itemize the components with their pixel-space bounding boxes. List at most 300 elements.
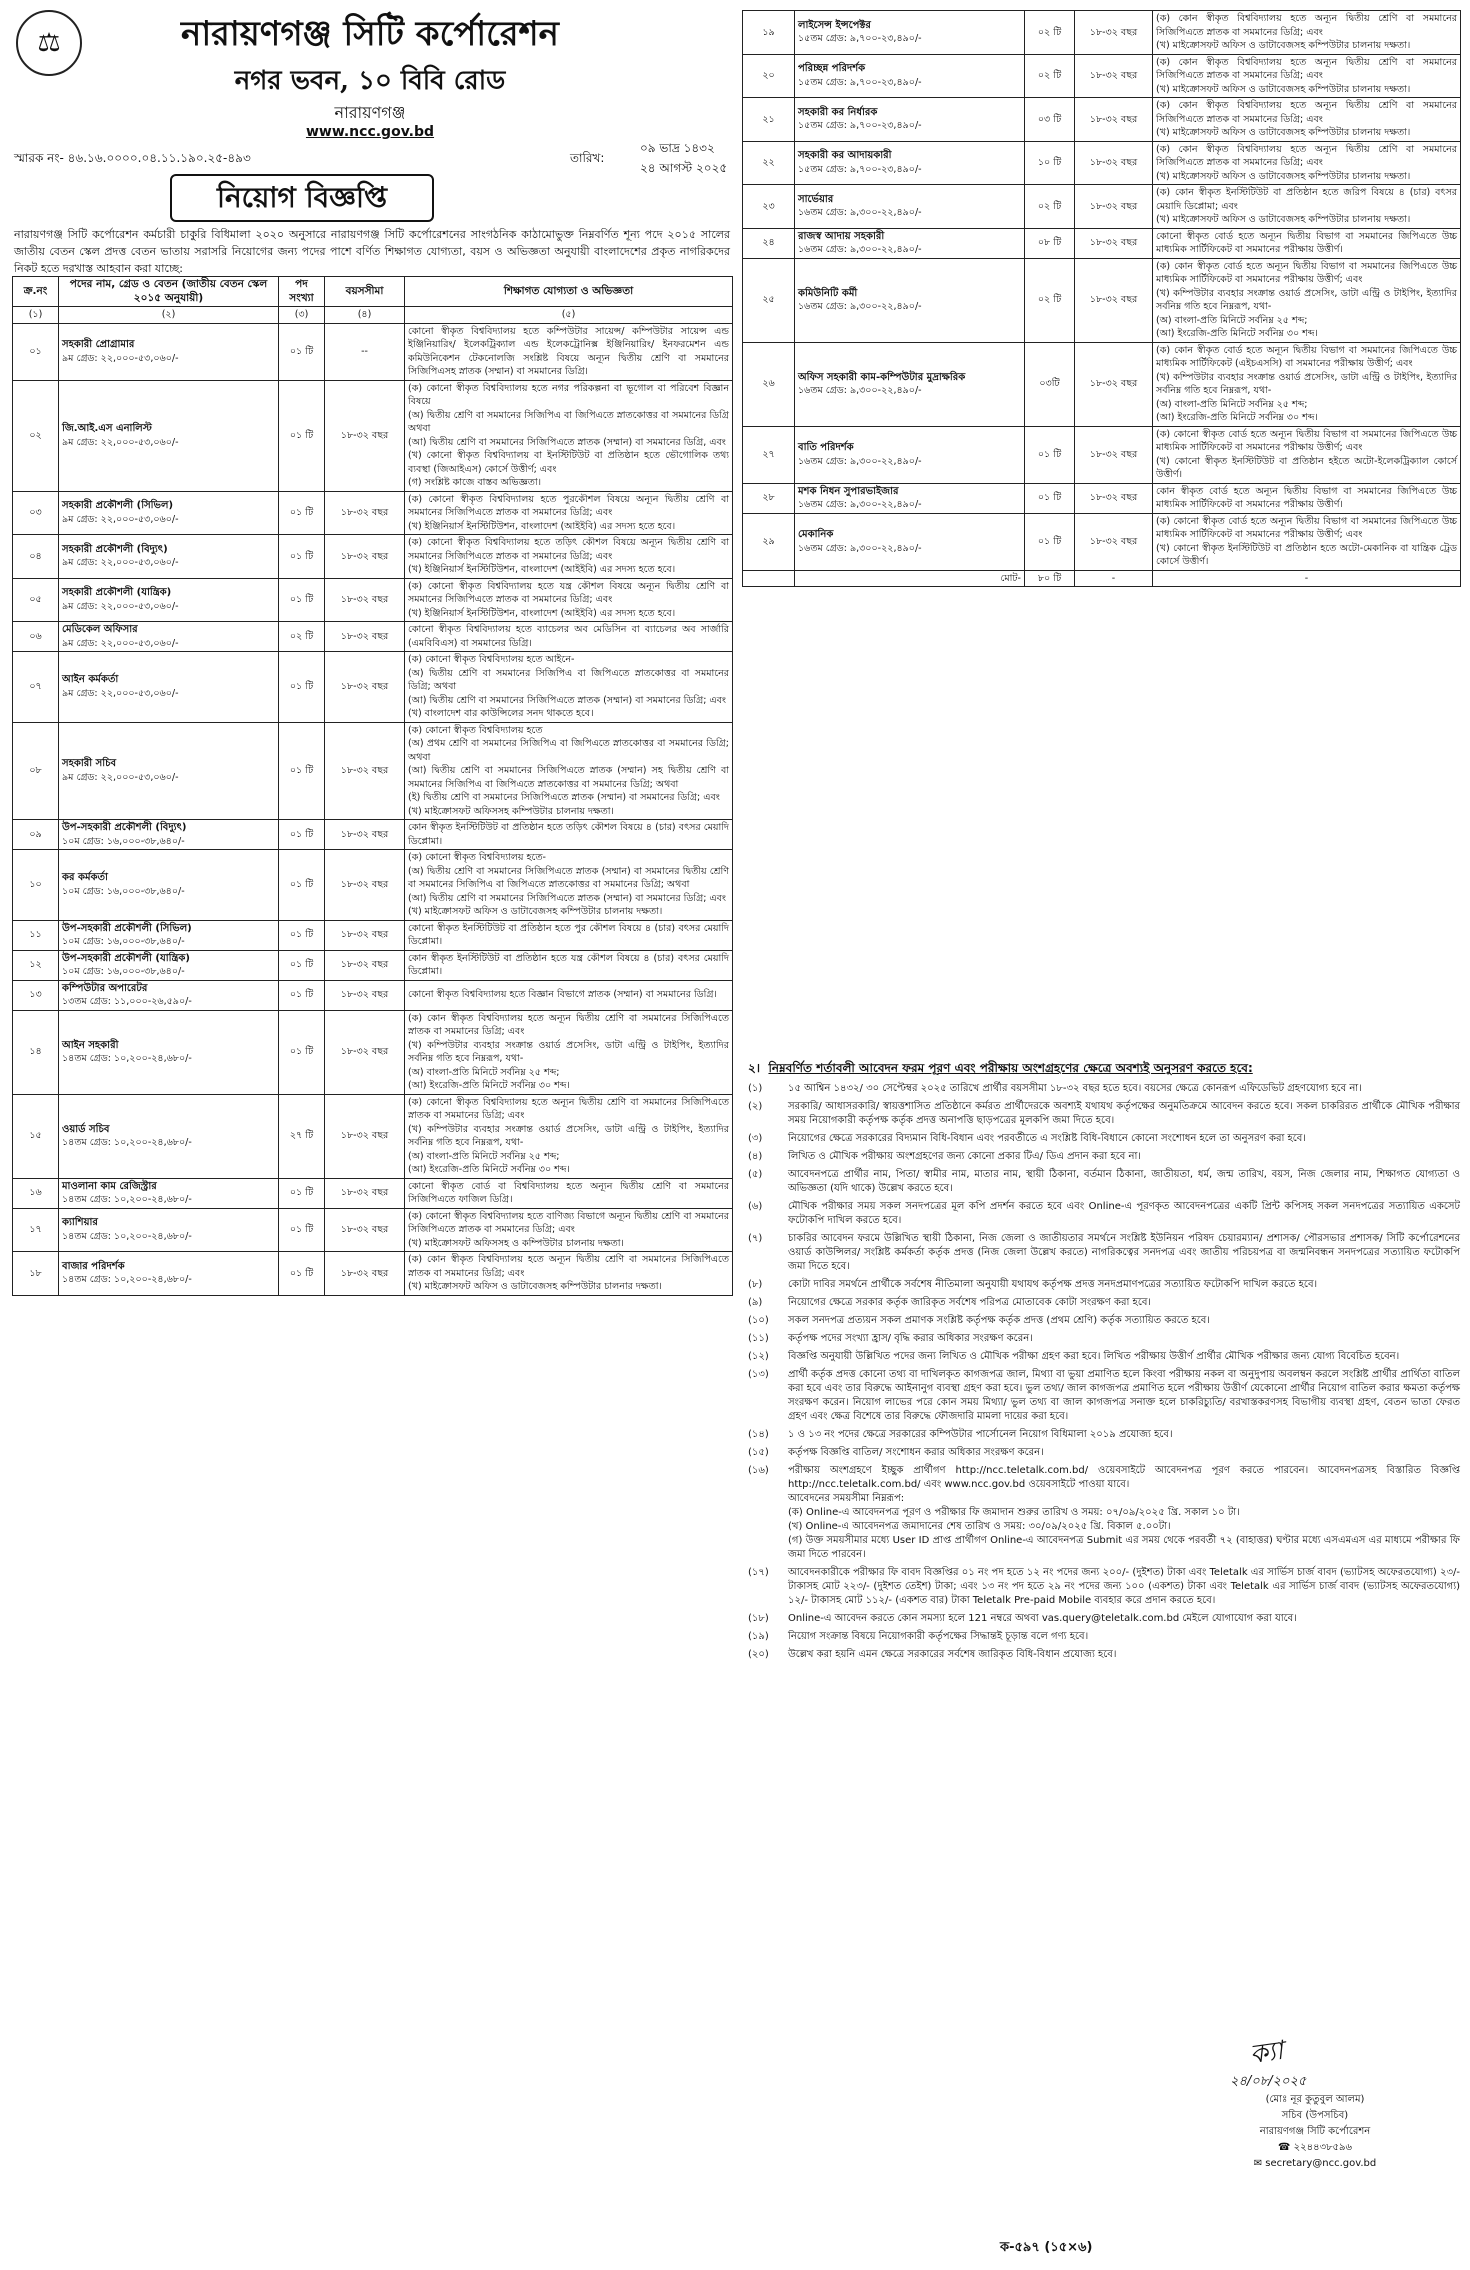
post-grade: ১৬তম গ্রেড: ৯,৩০০-২২,৪৯০/- (798, 207, 922, 219)
post-grade: ১০ম গ্রেড: ১৬,০০০-৩৮,৬৪০/- (62, 885, 185, 897)
row-qualification: কোনো স্বীকৃত বোর্ড বা বিশ্ববিদ্যালয় হতে অন্যূন দ্বিতীয় শ্রেণি বা সমমানের সিজিপিএতে ফাজিল ডিগ্রি। (405, 1178, 733, 1208)
print-code: ক-৫৯৭ (১৫×৬) (1000, 2240, 1093, 2255)
post-grade: ১৬তম গ্রেড: ৯,৩০০-২২,৪৯০/- (798, 244, 922, 255)
header-sl: ক্র.নং (13, 277, 59, 307)
term-item (748, 1428, 1460, 1442)
signatory-name: (মোঃ নূর কুতুবুল আলম) (1265, 2094, 1365, 2105)
post-name: বাজার পরিদর্শক (62, 1260, 125, 1272)
total-dash: - (1075, 570, 1153, 587)
header-post: পদের নাম, গ্রেড ও বেতন (জাতীয় বেতন স্কেল ২০১৫ অনুযায়ী) (59, 277, 279, 307)
table-row (743, 513, 1461, 570)
terms-heading (748, 1060, 1253, 1080)
date-bengali: ০৯ ভাদ্র ১৪৩২ (640, 141, 715, 155)
post-grade: ৯ম গ্রেড: ২২,০০০-৫৩,০৬০/- (62, 436, 179, 448)
row-count: ০১ টি (279, 1010, 325, 1094)
row-post (59, 652, 279, 723)
table-row (13, 622, 733, 652)
term-text: নিয়োগের ক্ষেত্রে সরকার কর্তৃক জারিকৃত সর্বশেষ পরিপত্র মোতাবেক কোটা সংরক্ষণ করা হবে। (788, 1297, 1151, 1308)
term-number: (৬) (748, 1201, 763, 1212)
row-qualification: (ক) কোনো স্বীকৃত বিশ্ববিদ্যালয় হতে আইনে- (অ) দ্বিতীয় শ্রেণি বা সমমানের সিজিপিএ বা জিপিএতে স্নাতকোত্তর বা সমমানের ডিগ্রি; অথবা (আ) দ্বিতীয় শ্রেণি বা সমমানের সিজিপিএতে স্নাতক (সম্মান) বা সমমানের ডিগ্রি; এবং (খ) বাংলাদেশ বার কাউন্সিলের সনদ থাকতে হবে। (405, 652, 733, 723)
header-age: বয়সসীমা (325, 277, 405, 307)
row-post (59, 1208, 279, 1252)
terms-heading-text: নিম্নবর্ণিত শর্তাবলী আবেদন ফরম পূরণ এবং পরীক্ষায় অংশগ্রহণের ক্ষেত্রে অবশ্যই অনুসরণ করতে হবে: (768, 1061, 1253, 1075)
post-grade: ১৫তম গ্রেড: ৯,৭০০-২৩,৪৯০/- (798, 120, 922, 132)
row-sl: ০৫ (13, 578, 59, 622)
row-count: ২৭ টি (279, 1094, 325, 1178)
table-row (743, 426, 1461, 483)
term-item (748, 1464, 1460, 1562)
signatory-designation: সচিব (উপসচিব) (1281, 2110, 1349, 2121)
term-item (748, 1150, 1460, 1164)
post-grade: ১৪তম গ্রেড: ১০,২০০-২৪,৬৮০/- (62, 1230, 192, 1242)
row-sl: ১৯ (743, 11, 795, 55)
row-age: ১৮-৩২ বছর (1075, 228, 1153, 258)
row-count: ০২ টি (279, 622, 325, 652)
row-post (59, 323, 279, 380)
term-text: কর্তৃপক্ষ বিজ্ঞপ্তি বাতিল/ সংশোধন করার অধিকার সংরক্ষণ করেন। (788, 1447, 1044, 1458)
total-row (743, 570, 1461, 587)
row-count: ০১ টি (279, 820, 325, 850)
post-name: উপ-সহকারী প্রকৌশলী (যান্ত্রিক) (62, 952, 190, 964)
post-name: সহকারী সচিব (62, 758, 117, 770)
row-sl: ২৯ (743, 513, 795, 570)
row-age: ১৮-৩২ বছর (325, 980, 405, 1010)
row-age: ১৮-৩২ বছর (325, 535, 405, 579)
term-text: লিখিত ও মৌখিক পরীক্ষায় অংশগ্রহণের জন্য কোনো প্রকার টিএ/ ডিএ প্রদান করা হবে না। (788, 1151, 1141, 1162)
table-row (13, 1094, 733, 1178)
term-number: (১৫) (748, 1447, 769, 1458)
row-post (795, 185, 1025, 229)
term-text: চাকরির আবেদন ফরমে উল্লিখিত স্থায়ী ঠিকানা, নিজ জেলা ও জাতীয়তার সমর্থনে সংশ্লিষ্ট ইউনিয়ন পরিষদ চেয়ারম্যান/ প্রশাসক/ পৌরসভার প্রশাসক/ সিটি কর্পোরেশনের ওয়ার্ড কাউন্সিলর/ সংশ্লিষ্ট কর্মকর্তা কর্তৃক প্রদত্ত (নিজ জেলা উল্লেখ করতে) নাগরিকত্বের সনদপত্র এবং জাতীয় পরিচয়পত্র বা জন্মনিবন্ধন সনদপত্রের সত্যায়িত ফটোকপি জমা দিতে হবে। (788, 1233, 1460, 1272)
post-grade: ১৪তম গ্রেড: ১০,২০০-২৪,৬৮০/- (62, 1137, 192, 1148)
row-post (795, 342, 1025, 426)
row-sl: ২২ (743, 141, 795, 185)
page-title: নিয়োগ বিজ্ঞপ্তি (170, 174, 434, 222)
table-row (743, 98, 1461, 142)
row-qualification: (ক) কোনো স্বীকৃত বিশ্ববিদ্যালয় হতে (অ) প্রথম শ্রেণি বা সমমানের সিজিপিএ বা জিপিএতে স্নাতকোত্তর বা সমমানের ডিগ্রি; অথবা (আ) দ্বিতীয় শ্রেণি বা সমমানের সিজিপিএতে স্নাতক (সম্মান) সহ দ্বিতীয় শ্রেণি বা সমমানের সিজিপিএ বা জিপিএতে স্নাতকোত্তর বা সমমানের ডিগ্রি; অথবা (ই) দ্বিতীয় শ্রেণি বা সমমানের সিজিপিএতে স্নাতক (সম্মান) বা সমমানের ডিগ্রি; এবং (খ) মাইক্রোসফট অফিসসহ কম্পিউটার চালনায় দক্ষতা। (405, 722, 733, 820)
row-count: ০১ টি (279, 722, 325, 820)
row-qualification: (ক) কোনো স্বীকৃত বিশ্ববিদ্যালয় হতে যন্ত্র কৌশল বিষয়ে অন্যূন দ্বিতীয় শ্রেণি বা সমমানের সিজিপিএতে স্নাতক বা সমমানের ডিগ্রি; এবং (খ) ইঞ্জিনিয়ার্স ইনস্টিটিউশন, বাংলাদেশ (আইইবি) এর সদস্য হতে হবে। (405, 578, 733, 622)
row-post (59, 491, 279, 535)
row-sl: ০১ (13, 323, 59, 380)
row-age: -- (325, 323, 405, 380)
row-qualification: (ক) কোন স্বীকৃত বিশ্ববিদ্যালয় হতে অন্যূন দ্বিতীয় শ্রেণি বা সমমানের সিজিপিএতে স্নাতক বা সমমানের ডিগ্রি; এবং (খ) মাইক্রোসফট অফিস ও ডাটাবেজসহ কম্পিউটার চালনায় দক্ষতা। (1153, 98, 1461, 142)
row-qualification: (ক) কোন স্বীকৃত বিশ্ববিদ্যালয় হতে অন্যূন দ্বিতীয় শ্রেণি বা সমমানের সিজিপিএতে স্নাতক বা সমমানের ডিগ্রি; এবং (খ) মাইক্রোসফট অফিস ও ডাটাবেজসহ কম্পিউটার চালনার দক্ষতা। (405, 1252, 733, 1296)
total-count: ৮০ টি (1025, 570, 1075, 587)
row-count: ০১ টি (279, 1252, 325, 1296)
post-name: মেডিকেল অফিসার (62, 624, 138, 635)
row-qualification: কোন স্বীকৃত ইনস্টিটিউট বা প্রতিষ্ঠান হতে তড়িৎ কৌশল বিষয়ে ৪ (চার) বৎসর মেয়াদি ডিপ্লোমা। (405, 820, 733, 850)
row-post (59, 380, 279, 491)
table-row (13, 850, 733, 921)
term-item (748, 1296, 1460, 1310)
post-name: সহকারী প্রকৌশলী (সিভিল) (62, 500, 174, 512)
term-number: (২) (748, 1101, 763, 1112)
post-name: সহকারী প্রোগ্রামার (62, 339, 135, 350)
row-qualification: (ক) কোনো স্বীকৃত বিশ্ববিদ্যালয় হতে নগর পরিকল্পনা বা ভূগোল বা পরিবেশ বিজ্ঞান বিষয়ে (অ) দ্বিতীয় শ্রেণি বা সমমানের সিজিপিএ বা জিপিএতে স্নাতকোত্তর বা সমমানের ডিগ্রি অথবা (আ) দ্বিতীয় শ্রেণি বা সমমানের সিজিপিএতে স্নাতক (সম্মান) বা সমমানের ডিগ্রি, এবং (খ) কোনো স্বীকৃত বিশ্ববিদ্যালয় বা ইনস্টিটিউট বা প্রতিষ্ঠান হতে ভৌগোলিক তথ্য ব্যবস্থা (জিআইএস) কোর্সে উত্তীর্ণ; এবং (গ) সংশ্লিষ্ট কাজে বাস্তব অভিজ্ঞতা। (405, 380, 733, 491)
post-grade: ১৪তম গ্রেড: ১০,২০০-২৪,৬৮০/- (62, 1274, 192, 1286)
row-qualification: কোনো স্বীকৃত বিশ্ববিদ্যালয় হতে কম্পিউটার সায়েন্স/ কম্পিউটার সায়েন্স এন্ড ইঞ্জিনিয়ারিং/ ইলেকট্রিক্যাল এন্ড ইলেকট্রোনিক্স ইঞ্জিনিয়ারিং/ ইনফরমেশন এন্ড কমিউনিকেশন টেকনোলজি সংশ্লিষ্ট বিষয়ে অন্যূন দ্বিতীয় শ্রেণি বা সমমানের সিজিপিএসহ স্নাতক (সম্মান) বা সমমানের ডিগ্রি। (405, 323, 733, 380)
row-post (795, 483, 1025, 513)
row-age: ১৮-৩২ বছর (325, 652, 405, 723)
term-item (748, 1332, 1460, 1346)
row-age: ১৮-৩২ বছর (325, 1094, 405, 1178)
col-number: (২) (59, 307, 279, 324)
row-count: ০১ টি (279, 380, 325, 491)
post-grade: ১৬তম গ্রেড: ৯,৩০০-২২,৪৯০/- (798, 385, 922, 396)
posts-table-left (12, 276, 733, 1296)
row-count: ১০ টি (1025, 141, 1075, 185)
post-grade: ১৫তম গ্রেড: ৯,৭০০-২৩,৪৯০/- (798, 76, 922, 88)
row-age: ১৮-৩২ বছর (1075, 258, 1153, 342)
row-sl: ১৭ (13, 1208, 59, 1252)
term-item (748, 1168, 1460, 1196)
intro-paragraph: নারায়ণগঞ্জ সিটি কর্পোরেশন কর্মচারী চাকুরি বিধিমালা ২০২০ অনুসারে নারায়ণগঞ্জ সিটি কর্পোরেশনের সাংগঠনিক কাঠামোভুক্ত নিম্নবর্ণিত শূন্য পদে ২০১৫ সালের জাতীয় বেতন স্কেল প্রদত্ত বেতন ভাতায় সরাসরি নিয়োগের জন্য পদের পাশে বর্ণিত শিক্ষাগত যোগ্যতা, বয়স ও অভিজ্ঞতা অনুযায়ী বাংলাদেশের প্রকৃত নাগরিকদের নিকট হতে দরখাস্ত আহবান করা যাচ্ছে: (14, 228, 730, 275)
row-post (59, 722, 279, 820)
post-name: মশক নিধন সুপারভাইজার (798, 485, 899, 497)
post-name: সহকারী প্রকৌশলী (যান্ত্রিক) (62, 587, 172, 599)
row-count: ০১ টি (1025, 426, 1075, 483)
table-row (743, 141, 1461, 185)
term-item (748, 1446, 1460, 1460)
row-age: ১৮-৩২ বছর (1075, 98, 1153, 142)
row-age: ১৮-৩২ বছর (325, 722, 405, 820)
row-post (795, 426, 1025, 483)
row-post (795, 258, 1025, 342)
city-corporation-logo-icon: ⚖ (16, 10, 82, 76)
memo-number: স্মারক নং- ৪৬.১৬.০০০০.০৪.১১.১৯০.২৫-৪৯৩ (14, 151, 251, 165)
post-name: উপ-সহকারী প্রকৌশলী (বিদ্যুৎ) (62, 822, 187, 833)
row-age: ১৮-৩২ বছর (1075, 185, 1153, 229)
post-name: বাতি পরিদর্শক (798, 442, 854, 453)
term-text: পরীক্ষায় অংশগ্রহণে ইচ্ছুক প্রার্থীগণ http://ncc.teletalk.com.bd/ ওয়েবসাইটে আবেদনপত্র পূরণ করতে পারবেন। আবেদনপত্রসহ বিস্তারিত বিজ্ঞপ্তি http://ncc.teletalk.com.bd/ এবং www.ncc.gov.bd ওয়েবসাইটে পাওয়া যাবে। আবেদনের সময়সীমা নিম্নরূপ: (ক) Online-এ আবেদনপত্র পূরণ ও পরীক্ষার ফি জমাদান শুরুর তারিখ ও সময়: ০৭/০৯/২০২৫ খ্রি. সকাল ১০ টা। (খ) Online-এ আবেদনপত্র জমাদানের শেষ তারিখ ও সময়: ৩০/০৯/২০২৫ খ্রি. বিকাল ৫.০০টা। (গ) উক্ত সময়সীমার মধ্যে User ID প্রাপ্ত প্রার্থীগণ Online-এ আবেদনপত্র Submit এর সময় থেকে পরবর্তী ৭২ (বাহাত্তর) ঘণ্টার মধ্যে এসএমএস এর মাধ্যমে পরীক্ষার ফি জমা দিতে পারবেন। (788, 1465, 1460, 1560)
row-age: ১৮-৩২ বছর (325, 1208, 405, 1252)
row-sl: ০৪ (13, 535, 59, 579)
post-grade: ৯ম গ্রেড: ২২,০০০-৫৩,০৬০/- (62, 600, 179, 612)
post-name: মাওলানা কাম রেজিস্ট্রার (62, 1180, 157, 1192)
row-qualification: কোনো স্বীকৃত বিশ্ববিদ্যালয় হতে ব্যাচেলর অব মেডিসিন বা ব্যাচেলর অব সার্জারি (এমবিবিএস) বা সমমানের ডিগ্রি। (405, 622, 733, 652)
row-sl: ২৫ (743, 258, 795, 342)
row-count: ০১ টি (1025, 513, 1075, 570)
signatory-phone: ☎ ২২৪৪৩৮৫৯৬ (1277, 2142, 1353, 2153)
col-number: (৩) (279, 307, 325, 324)
term-item (748, 1612, 1460, 1626)
row-qualification: (ক) কোন স্বীকৃত বিশ্ববিদ্যালয় হতে অন্যূন দ্বিতীয় শ্রেণি বা সমমানের সিজিপিএতে স্নাতক বা সমমানের ডিগ্রি; এবং (খ) মাইক্রোসফট অফিস ও ডাটাবেজসহ কম্পিউটার চালনায় দক্ষতা। (1153, 141, 1461, 185)
term-number: (৭) (748, 1233, 763, 1244)
table-row (13, 535, 733, 579)
row-sl: ০২ (13, 380, 59, 491)
row-post (59, 1094, 279, 1178)
term-item (748, 1630, 1460, 1644)
table-row (13, 1252, 733, 1296)
row-post (795, 228, 1025, 258)
row-age: ১৮-৩২ বছর (1075, 141, 1153, 185)
post-name: রাজস্ব আদায় সহকারী (798, 230, 885, 242)
term-number: (৫) (748, 1169, 763, 1180)
row-post (59, 820, 279, 850)
term-text: সরকারি/ আধাসরকারি/ স্বায়ত্তশাসিত প্রতিষ্ঠানে কর্মরত প্রার্থীদেরকে অবশ্যই যথাযথ কর্তৃপক্ষের অনুমতিক্রমে আবেদন করতে হবে। সকল চাকরিরত প্রার্থীকে মৌখিক পরীক্ষার সময় নিয়োগকারী কর্তৃপক্ষ কর্তৃক প্রদত্ত অনাপত্তি ছাড়পত্রের মূলকপি জমা দিতে হবে। (788, 1101, 1460, 1126)
term-item (748, 1648, 1460, 1662)
term-item (748, 1350, 1460, 1364)
post-name: জি.আই.এস এনালিস্ট (62, 423, 152, 434)
term-number: (৩) (748, 1133, 763, 1144)
row-qualification: (ক) কোন স্বীকৃত বোর্ড হতে অন্যূন দ্বিতীয় বিভাগ বা সমমানের জিপিএতে উচ্চ মাধ্যমিক সার্টিফিকেট (এইচএসসি) বা সমমানের পরীক্ষায় উত্তীর্ণ; এবং (খ) কম্পিউটার ব্যবহার সংক্রান্ত ওয়ার্ড প্রসেসিং, ডাটা এন্ট্রি ও টাইপিং, ইত্যাদির সর্বনিম্ন গতি হবে নিম্নরূপ, যথা- (অ) বাংলা-প্রতি মিনিটে সর্বনিম্ন ২৫ শব্দ; (আ) ইংরেজি-প্রতি মিনিটে সর্বনিম্ন ৩০ শব্দ। (1153, 342, 1461, 426)
row-age: ১৮-৩২ বছর (325, 1252, 405, 1296)
row-count: ০১ টি (279, 980, 325, 1010)
term-number: (১৮) (748, 1613, 769, 1624)
posts-table-right (742, 10, 1461, 587)
post-grade: ৯ম গ্রেড: ২২,০০০-৫৩,০৬০/- (62, 513, 179, 525)
post-name: ক্যাশিয়ার (62, 1217, 98, 1229)
row-sl: ২৮ (743, 483, 795, 513)
row-sl: ২৩ (743, 185, 795, 229)
row-qualification: (ক) কোন স্বীকৃত ইনস্টিটিউট বা প্রতিষ্ঠান হতে জরিপ বিষয়ে ৪ (চার) বৎসর মেয়াদি ডিপ্লোমা; এবং (খ) মাইক্রোসফট অফিস ও ডাটাবেজসহ কম্পিউটার চালনায় দক্ষতা। (1153, 185, 1461, 229)
table-row (743, 54, 1461, 98)
post-grade: ৯ম গ্রেড: ২২,০০০-৫৩,০৬০/- (62, 771, 179, 783)
col-number: (৪) (325, 307, 405, 324)
term-item (748, 1314, 1460, 1328)
row-qualification: (ক) কোন স্বীকৃত বিশ্ববিদ্যালয় হতে অন্যূন দ্বিতীয় শ্রেণি বা সমমানের সিজিপিএতে স্নাতক বা সমমানের ডিগ্রি; এবং (খ) কম্পিউটার ব্যবহার সংক্রান্ত ওয়ার্ড প্রসেসিং, ডাটা এন্ট্রি ও টাইপিং, ইত্যাদির সর্বনিম্ন গতি হবে নিম্নরূপ, যথা- (অ) বাংলা-প্রতি মিনিটে সর্বনিম্ন ২৫ শব্দ; (আ) ইংরেজি-প্রতি মিনিটে সর্বনিম্ন ৩০ শব্দ। (405, 1010, 733, 1094)
term-number: (২০) (748, 1649, 769, 1660)
post-grade: ১৪তম গ্রেড: ১০,২০০-২৪,৬৮০/- (62, 1194, 192, 1205)
row-count: ০৩টি (1025, 342, 1075, 426)
signature-block (1180, 2092, 1450, 2172)
term-text: আবেদনকারীকে পরীক্ষার ফি বাবদ বিজ্ঞপ্তির ০১ নং পদ হতে ১২ নং পদের জন্য ২০০/- (দুইশত) টাকা এবং Teletalk এর সার্ভিস চার্জ বাবদ (ভ্যাটসহ অফেরতযোগ্য) ২৩/- টাকাসহ মোট ২২৩/- (দুইশত তেইশ) টাকা; এবং ১৩ নং পদ হতে ২৯ নং পদের জন্য ১০০ (একশত) টাকা এবং Teletalk এর সার্ভিস চার্জ বাবদ (ভ্যাটসহ অফেরতযোগ্য) ১২/- টাকাসহ মোট ১১২/- (একশত বার) টাকা Teletalk Pre-paid Mobile ব্যবহার করে প্রদান করতে হবে। (788, 1567, 1461, 1606)
row-sl: ২০ (743, 54, 795, 98)
term-number: (১৪) (748, 1429, 769, 1440)
post-grade: ১৪তম গ্রেড: ১০,২০০-২৪,৬৮০/- (62, 1053, 192, 1064)
post-name: লাইসেন্স ইন্সপেক্টর (798, 19, 871, 31)
row-qualification: কোনো স্বীকৃত ইনস্টিটিউট বা প্রতিষ্ঠান হতে পুর কৌশল বিষয়ে ৪ (চার) বৎসর মেয়াদি ডিপ্লোমা। (405, 920, 733, 950)
post-grade: ১৬তম গ্রেড: ৯,৩০০-২২,৪৯০/- (798, 499, 922, 510)
org-city: নারায়ণগঞ্জ (334, 103, 406, 122)
post-grade: ১৫তম গ্রেড: ৯,৭০০-২৩,৪৯০/- (798, 33, 922, 45)
row-sl: ১০ (13, 850, 59, 921)
col-number: (১) (13, 307, 59, 324)
total-label: মোট- (795, 570, 1025, 587)
row-sl: ২৬ (743, 342, 795, 426)
term-number: (১৬) (748, 1465, 769, 1476)
row-age: ১৮-৩২ বছর (1075, 513, 1153, 570)
row-post (59, 1010, 279, 1094)
table-row (13, 380, 733, 491)
row-post (59, 950, 279, 980)
table-row (13, 1208, 733, 1252)
term-number: (১) (748, 1083, 763, 1094)
row-qualification: (ক) কোনো স্বীকৃত বিশ্ববিদ্যালয় হতে অন্যূন দ্বিতীয় শ্রেণি বা সমমানের সিজিপিএতে স্নাতক বা সমমানের ডিগ্রি; এবং (খ) কম্পিউটার ব্যবহার সংক্রান্ত ওয়ার্ড প্রসেসিং, ডাটা এন্ট্রি ও টাইপিং, ইত্যাদির সর্বনিম্ন গতি হবে নিম্নরূপ, যথা- (অ) বাংলা-প্রতি মিনিটে সর্বনিম্ন ২৫ শব্দ; (আ) ইংরেজি-প্রতি মিনিটে সর্বনিম্ন ৩০ শব্দ। (405, 1094, 733, 1178)
row-post (59, 920, 279, 950)
row-count: ০২ টি (1025, 54, 1075, 98)
term-text: বিজ্ঞপ্তি অনুযায়ী উল্লিখিত পদের জন্য লিখিত ও মৌখিক পরীক্ষা গ্রহণ করা হবে। লিখিত পরীক্ষায় উত্তীর্ণ প্রার্থীর মৌখিক পরীক্ষার জন্য যোগ্য বিবেচিত হবেন। (788, 1351, 1400, 1362)
org-website-link[interactable]: www.ncc.gov.bd (305, 124, 435, 140)
post-name: ওয়ার্ড সচিব (62, 1123, 110, 1135)
row-qualification: কোন স্বীকৃত ইনস্টিটিউট বা প্রতিষ্ঠান হতে যন্ত্র কৌশল বিষয়ে ৪ (চার) বৎসর মেয়াদি ডিপ্লোমা। (405, 950, 733, 980)
header-qualification: শিক্ষাগত যোগ্যতা ও অভিজ্ঞতা (405, 277, 733, 307)
row-age: ১৮-৩২ বছর (1075, 54, 1153, 98)
table-row (743, 258, 1461, 342)
row-count: ০১ টি (279, 920, 325, 950)
term-item (748, 1200, 1460, 1228)
term-number: (৪) (748, 1151, 763, 1162)
post-grade: ৯ম গ্রেড: ২২,০০০-৫৩,০৬০/- (62, 687, 179, 699)
signature-mark: ক্যা (1247, 2035, 1286, 2071)
post-grade: ১৬তম গ্রেড: ৯,৩০০-২২,৪৯০/- (798, 455, 922, 467)
post-name: অফিস সহকারী কাম-কম্পিউটার মুদ্রাক্ষরিক (798, 371, 966, 383)
term-text: সকল সনদপত্র প্রত্যয়ন সকল প্রমাণক সংশ্লিষ্ট কর্তৃপক্ষ কর্তৃক প্রদত্ত (প্রথম শ্রেণি) কর্তৃক সত্যায়িত করতে হবে। (788, 1315, 1210, 1326)
table-row (13, 722, 733, 820)
row-sl: ০৮ (13, 722, 59, 820)
term-text: কর্তৃপক্ষ পদের সংখ্যা হ্রাস/ বৃদ্ধি করার অধিকার সংরক্ষণ করেন। (788, 1333, 1033, 1344)
row-post (795, 11, 1025, 55)
post-grade: ১০ম গ্রেড: ১৬,০০০-৩৮,৬৪০/- (62, 835, 185, 847)
org-address: নগর ভবন, ১০ বিবি রোড (234, 66, 506, 96)
row-sl: ০৩ (13, 491, 59, 535)
term-number: (১০) (748, 1315, 769, 1326)
row-count: ০১ টি (279, 850, 325, 921)
term-item (748, 1232, 1460, 1274)
row-count: ০৮ টি (1025, 228, 1075, 258)
row-sl: ১২ (13, 950, 59, 980)
table-row (743, 342, 1461, 426)
row-age: ১৮-৩২ বছর (325, 920, 405, 950)
row-age: ১৮-৩২ বছর (325, 622, 405, 652)
row-age: ১৮-৩২ বছর (325, 578, 405, 622)
table-row (13, 950, 733, 980)
signatory-org: নারায়ণগঞ্জ সিটি কর্পোরেশন (1259, 2126, 1371, 2137)
row-sl: ০৬ (13, 622, 59, 652)
row-qualification: কোনো স্বীকৃত বোর্ড হতে অন্যূন দ্বিতীয় বিভাগ বা সমমানের জিপিএতে উচ্চ মাধ্যমিক সার্টিফিকেট বা সমমানের পরীক্ষায় উত্তীর্ণ। (1153, 228, 1461, 258)
table-row (13, 652, 733, 723)
post-name: আইন কর্মকর্তা (62, 674, 119, 686)
row-sl: ২৭ (743, 426, 795, 483)
table-row (13, 920, 733, 950)
row-age: ১৮-৩২ বছর (1075, 11, 1153, 55)
post-grade: ৯ম গ্রেড: ২২,০০০-৫৩,০৬০/- (62, 352, 179, 364)
term-item (748, 1082, 1460, 1096)
row-age: ১৮-৩২ বছর (325, 950, 405, 980)
row-age: ১৮-৩২ বছর (1075, 342, 1153, 426)
term-text: মৌখিক পরীক্ষার সময় সকল সনদপত্রের মূল কপি প্রদর্শন করতে হবে এবং Online-এ পূরণকৃত আবেদনপত্রের একটি প্রিন্ট কপিসহ সকল সনদপত্রের সত্যায়িত একসেট ফটোকপি দাখিল করতে হবে। (788, 1201, 1460, 1226)
row-count: ০১ টি (279, 652, 325, 723)
row-sl: ১৮ (13, 1252, 59, 1296)
term-text: কোটা দাবির সমর্থনে প্রার্থীকে সর্বশেষ নীতিমালা অনুযায়ী যথাযথ কর্তৃপক্ষ প্রদত্ত সনদপ্রমাণপত্রের সত্যায়িত ফটোকপি দাখিল করতে হবে। (788, 1279, 1318, 1290)
row-sl: ১৫ (13, 1094, 59, 1178)
term-item (748, 1368, 1460, 1424)
post-name: মেকানিক (798, 529, 834, 540)
row-post (795, 98, 1025, 142)
table-row (13, 980, 733, 1010)
table-row (13, 1010, 733, 1094)
term-item (748, 1278, 1460, 1292)
date-label: তারিখ: (570, 151, 605, 165)
term-number: (৮) (748, 1279, 763, 1290)
post-grade: ৯ম গ্রেড: ২২,০০০-৫৩,০৬০/- (62, 557, 179, 569)
row-qualification: (ক) কোনো স্বীকৃত বিশ্ববিদ্যালয় হতে- (অ) দ্বিতীয় শ্রেণি বা সমমানের সিজিপিএতে স্নাতক (সম্মান) বা সমমানের দ্বিতীয় শ্রেণি বা সমমানের সিজিপিএ বা জিপিএতে স্নাতকোত্তর বা সমমানের ডিগ্রি; অথবা (আ) দ্বিতীয় শ্রেণি বা সমমানের সিজিপিএতে স্নাতক (সম্মান) বা সমমানের ডিগ্রি; এবং (খ) মাইক্রোসফট অফিস ও ডাটাবেজসহ কম্পিউটার চালনায় দক্ষতা। (405, 850, 733, 921)
post-grade: ১৩তম গ্রেড: ১১,০০০-২৬,৫৯০/- (62, 996, 192, 1007)
term-number: (১১) (748, 1333, 769, 1344)
row-post (59, 578, 279, 622)
row-sl: ১৬ (13, 1178, 59, 1208)
term-number: (১৭) (748, 1567, 769, 1578)
row-count: ০১ টি (279, 1208, 325, 1252)
term-text: ১৫ আশ্বিন ১৪৩২/ ৩০ সেপ্টেম্বর ২০২৫ তারিখে প্রার্থীর বয়সসীমা ১৮-৩২ বছর হতে হবে। বয়সের ক্ষেত্রে কোনরূপ এফিডেভিট গ্রহণযোগ্য হবে না। (788, 1083, 1362, 1094)
row-age: ১৮-৩২ বছর (325, 850, 405, 921)
term-number: (১২) (748, 1351, 769, 1362)
row-count: ০১ টি (279, 1178, 325, 1208)
row-post (795, 54, 1025, 98)
row-qualification: (ক) কোন স্বীকৃত বিশ্ববিদ্যালয় হতে অন্যূন দ্বিতীয় শ্রেণি বা সমমানের সিজিপিএতে স্নাতক বা সমমানের ডিগ্রি; এবং (খ) মাইক্রোসফট অফিস ও ডাটাবেজসহ কম্পিউটার চালনায় দক্ষতা। (1153, 11, 1461, 55)
row-qualification: (ক) কোনো স্বীকৃত বিশ্ববিদ্যালয় হতে পুরকৌশল বিষয়ে অন্যূন দ্বিতীয় শ্রেণি বা সমমানের সিজিপিএতে স্নাতক বা সমমানের ডিগ্রি; এবং (খ) ইঞ্জিনিয়ার্স ইনস্টিটিউশন, বাংলাদেশ (আইইবি) এর সদস্য হতে হবে। (405, 491, 733, 535)
row-sl: ১৪ (13, 1010, 59, 1094)
row-age: ১৮-৩২ বছর (325, 1178, 405, 1208)
row-qualification: কোন স্বীকৃত বোর্ড হতে অন্যূন দ্বিতীয় বিভাগ বা সমমানের জিপিএতে উচ্চ মাধ্যমিক সার্টিফিকেট বা সমমানের পরীক্ষায় উত্তীর্ণ। (1153, 483, 1461, 513)
date-english: ২৪ আগস্ট ২০২৫ (640, 161, 728, 175)
row-count: ০১ টি (279, 491, 325, 535)
table-row (13, 1178, 733, 1208)
row-count: ০৩ টি (1025, 98, 1075, 142)
row-sl: ০৭ (13, 652, 59, 723)
header-count: পদ সংখ্যা (279, 277, 325, 307)
row-sl: ২৪ (743, 228, 795, 258)
term-text: উল্লেখ করা হয়নি এমন ক্ষেত্রে সরকারের সর্বশেষ জারিকৃত বিধি-বিধান প্রযোজ্য হবে। (788, 1649, 1117, 1660)
table-row (743, 483, 1461, 513)
row-age: ১৮-৩২ বছর (325, 380, 405, 491)
org-name: নারায়ণগঞ্জ সিটি কর্পোরেশন (181, 14, 559, 54)
terms-number: ২। (748, 1061, 761, 1075)
post-grade: ১০ম গ্রেড: ১৬,০০০-৩৮,৬৪০/- (62, 936, 185, 947)
row-qualification: (ক) কোন স্বীকৃত বোর্ড হতে অন্যূন দ্বিতীয় বিভাগ বা সমমানের জিপিএতে উচ্চ মাধ্যমিক সার্টিফিকেট বা সমমানের পরীক্ষায় উত্তীর্ণ; এবং (খ) কম্পিউটার ব্যবহার সংক্রান্ত ওয়ার্ড প্রসেসিং, ডাটা এন্ট্রি ও টাইপিং, ইত্যাদির সর্বনিম্ন গতি হবে নিম্নরূপ, যথা- (অ) বাংলা-প্রতি মিনিটে সর্বনিম্ন ২৫ শব্দ; (আ) ইংরেজি-প্রতি মিনিটে সর্বনিম্ন ৩০ শব্দ। (1153, 258, 1461, 342)
post-name: কম্পিউটার অপারেটর (62, 982, 148, 994)
term-text: Online-এ আবেদন করতে কোন সমস্যা হলে 121 নম্বরে অথবা vas.query@teletalk.com.bd মেইলে যোগাযোগ করা যাবে। (788, 1613, 1297, 1624)
row-post (59, 1252, 279, 1296)
row-qualification: (ক) কোনো স্বীকৃত বিশ্ববিদ্যালয় হতে বাণিজ্য বিভাগে অন্যূন দ্বিতীয় শ্রেণি বা সমমানের সিজিপিএতে স্নাতক বা সমমানের ডিগ্রি; এবং (খ) মাইক্রোসফট অফিসসহ ও কম্পিউটার চালনায় দক্ষতা। (405, 1208, 733, 1252)
row-age: ১৮-৩২ বছর (325, 820, 405, 850)
row-count: ০১ টি (279, 323, 325, 380)
row-qualification: (ক) কোনো স্বীকৃত বিশ্ববিদ্যালয় হতে তড়িৎ কৌশল বিষয়ে অন্যূন দ্বিতীয় শ্রেণি বা সমমানের সিজিপিএতে স্নাতক বা সমমানের ডিগ্রি; এবং (খ) ইঞ্জিনিয়ার্স ইনস্টিটিউশন, বাংলাদেশ (আইইবি) এর সদস্য হতে হবে। (405, 535, 733, 579)
term-number: (১৯) (748, 1631, 769, 1642)
row-sl: ০৯ (13, 820, 59, 850)
row-count: ০১ টি (279, 578, 325, 622)
row-count: ০২ টি (1025, 258, 1075, 342)
signature-date: ২৪/০৮/২০২৫ (1230, 2074, 1307, 2089)
table-row (13, 820, 733, 850)
row-count: ০২ টি (1025, 185, 1075, 229)
term-item (748, 1566, 1460, 1608)
row-post (59, 1178, 279, 1208)
post-grade: ১৫তম গ্রেড: ৯,৭০০-২৩,৪৯০/- (798, 163, 922, 175)
post-grade: ১৬তম গ্রেড: ৯,৩০০-২২,৪৯০/- (798, 542, 922, 554)
row-qualification: কোনো স্বীকৃত বিশ্ববিদ্যালয় হতে বিজ্ঞান বিভাগে স্নাতক (সম্মান) বা সমমানের ডিগ্রি। (405, 980, 733, 1010)
post-name: সার্ভেয়ার (798, 193, 834, 205)
term-item (748, 1100, 1460, 1128)
row-sl: ২১ (743, 98, 795, 142)
total-dash: - (1153, 570, 1461, 587)
row-sl: ১৩ (13, 980, 59, 1010)
post-name: আইন সহকারী (62, 1039, 119, 1051)
row-age: ১৮-৩২ বছর (325, 1010, 405, 1094)
table-row (13, 491, 733, 535)
row-count: ০১ টি (279, 950, 325, 980)
term-text: ১ ও ১৩ নং পদের ক্ষেত্রে সরকারের কম্পিউটার পার্সোনেল নিয়োগ বিধিমালা ২০১৯ প্রযোজ্য হবে। (788, 1429, 1173, 1440)
term-number: (১৩) (748, 1369, 769, 1380)
row-sl: ১১ (13, 920, 59, 950)
signatory-email[interactable]: ✉ secretary@ncc.gov.bd (1253, 2158, 1377, 2169)
row-post (59, 850, 279, 921)
post-grade: ১৬তম গ্রেড: ৯,৩০০-২২,৪৯০/- (798, 301, 922, 312)
term-text: আবেদনপত্রে প্রার্থীর নাম, পিতা/ স্বামীর নাম, মাতার নাম, স্থায়ী ঠিকানা, বর্তমান ঠিকানা, জাতীয়তা, ধর্ম, জন্ম তারিখ, বয়স, নিজ জেলার নাম, শিক্ষাগত যোগ্যতা ও অভিজ্ঞতা (যদি থাকে) উল্লেখ করতে হবে। (788, 1169, 1460, 1194)
row-age: ১৮-৩২ বছর (1075, 426, 1153, 483)
post-name: পরিচ্ছন্ন পরিদর্শক (798, 63, 866, 75)
